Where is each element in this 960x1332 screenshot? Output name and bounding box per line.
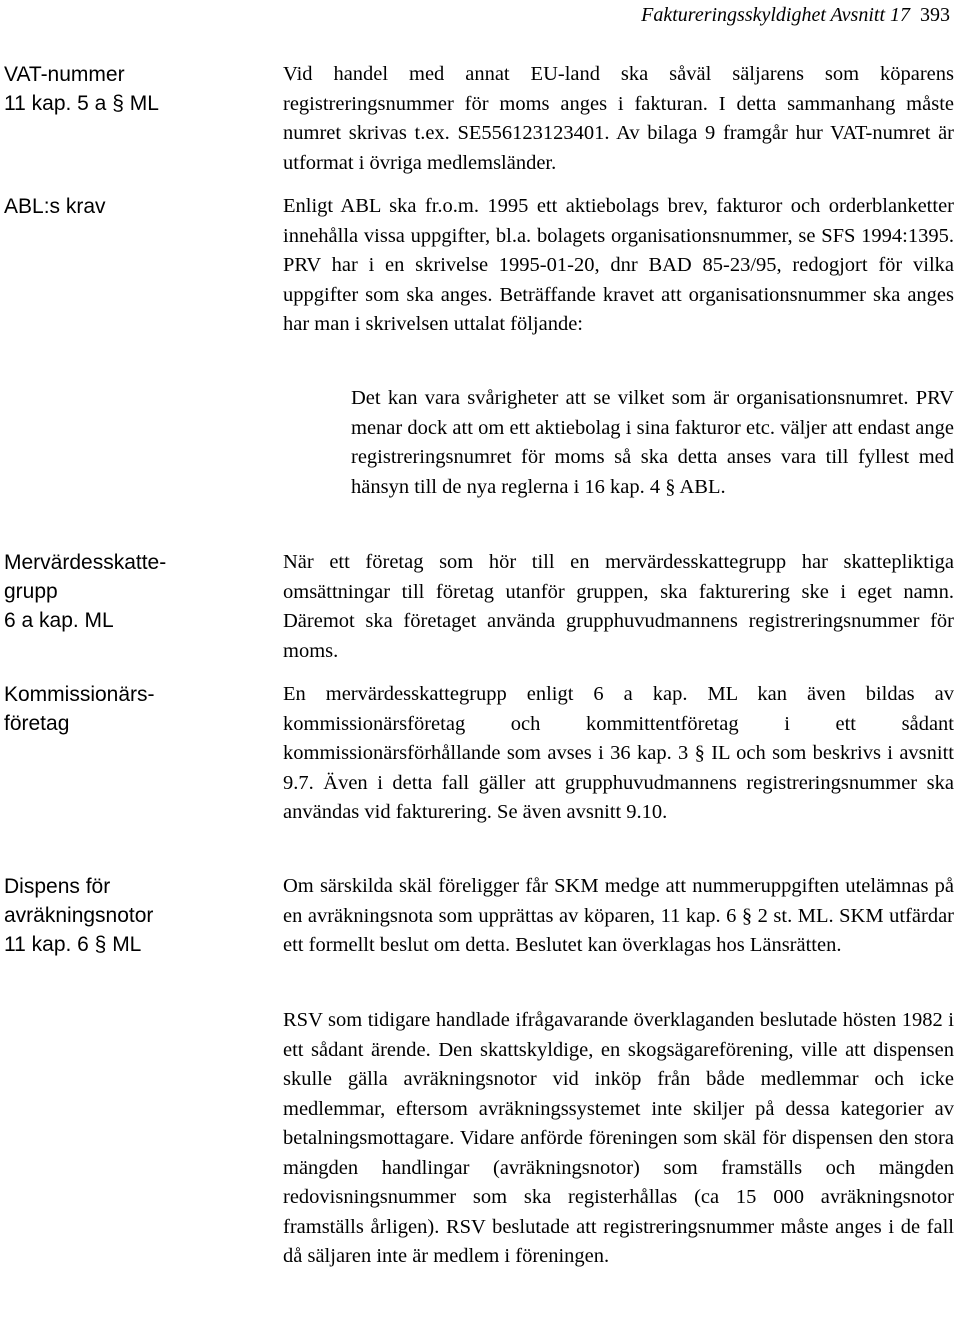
- paragraph-dispensation: Om särskilda skäl föreligger får SKM medge att nummeruppgiften utelämnas på en avräkningsnota som upprättas av köparen, 11 kap. 6 § 2 st. ML. SKM utfärdar ett formellt beslut om detta. Beslutet kan överklagas hos Länsrätten.: [283, 875, 954, 956]
- margin-note-line: Kommissionärs-: [4, 683, 155, 706]
- paragraph-rsv-decision: RSV som tidigare handlade ifrågavarande överklaganden beslutade hösten 1982 i ett sådant ärende. Den skattskyldige, en skogsägareförening, ville att dispensen skulle gälla avräkningsnotor vid inköp från både medlemmar och icke medlemmar, eftersom avräkningssystemet inte skiljer på dessa kategorier av betalningsmottagare. Vidare anförde föreningen som skäl för dispensen den stora mängden handlingar (avräkningsnotor) som framställs och mängden redovisningsnummer som ska registerhållas (ca 15 000 avräkningsnotor framställs årligen). RSV beslutade att registreringsnummer måste anges i de fall då säljaren inte är medlem i föreningen.: [283, 1009, 954, 1267]
- margin-note-kommissionarsforetag: [4, 680, 249, 738]
- margin-note-line: företag: [4, 712, 70, 735]
- margin-note-line: 11 kap. 6 § ML: [4, 933, 142, 956]
- margin-note-line: avräkningsnotor: [4, 904, 154, 927]
- margin-note-vat-nummer: [4, 60, 249, 118]
- margin-note-abl-krav: [4, 192, 249, 221]
- margin-note-line: ABL:s krav: [4, 195, 106, 218]
- running-header: [641, 2, 950, 28]
- margin-note-line: Mervärdesskatte-: [4, 551, 167, 574]
- page-number: 393: [920, 4, 950, 26]
- margin-note-line: 11 kap. 5 a § ML: [4, 92, 159, 115]
- paragraph-abl-requirements: Enligt ABL ska fr.o.m. 1995 ett aktiebolags brev, fakturor och orderblanketter innehålla vissa uppgifter, bl.a. bolagets organisationsnummer, se SFS 1994:1395. PRV har i en skrivelse 1995-01-20, dnr BAD 85-23/95, redogjort för vilka uppgifter som ska anges. Beträffande kravet att organisationsnummer ska anges har man i skrivelsen uttalat följande:: [283, 195, 954, 335]
- paragraph-commission-companies: En mervärdesskattegrupp enligt 6 a kap. ML kan även bildas av kommissionärsföretag och kommittentföretag i ett sådant kommissionärsförhållande som avses i 36 kap. 3 § IL och som beskrivs i avsnitt 9.7. Även i detta fall gäller att grupphuvudmannens registreringsnummer ska användas vid fakturering. Se även avsnitt 9.10.: [283, 683, 954, 823]
- paragraph-vat-number: Vid handel med annat EU-land ska såväl säljarens som köparens registreringsnummer för moms anges i fakturan. I detta sammanhang måste numret skrivas t.ex. SE556123123401. Av bilaga 9 framgår hur VAT-numret är utformat i övriga medlemsländer.: [283, 63, 954, 174]
- margin-note-dispens: [4, 872, 249, 959]
- margin-note-line: Dispens för: [4, 875, 111, 898]
- section-title: Faktureringsskyldighet Avsnitt 17: [641, 4, 910, 26]
- margin-note-line: 6 a kap. ML: [4, 609, 114, 632]
- paragraph-vat-group: När ett företag som hör till en mervärdesskattegrupp har skattepliktiga omsättningar till företag utanför gruppen, ska fakturering ske i eget namn. Däremot ska företaget använda grupphuvudmannens registreringsnummer för moms.: [283, 551, 954, 662]
- margin-note-line: grupp: [4, 580, 58, 603]
- margin-note-line: VAT-nummer: [4, 63, 125, 86]
- quote-prv-statement: Det kan vara svårigheter att se vilket som är organisationsnumret. PRV menar dock att om ett aktiebolag i sina fakturor etc. väljer att endast ange registreringsnumret för moms så ska detta anses vara till fyllest med hänsyn till de nya reglerna i 16 kap. 4 § ABL.: [351, 387, 954, 498]
- margin-note-mervardesskattegrupp: [4, 548, 249, 635]
